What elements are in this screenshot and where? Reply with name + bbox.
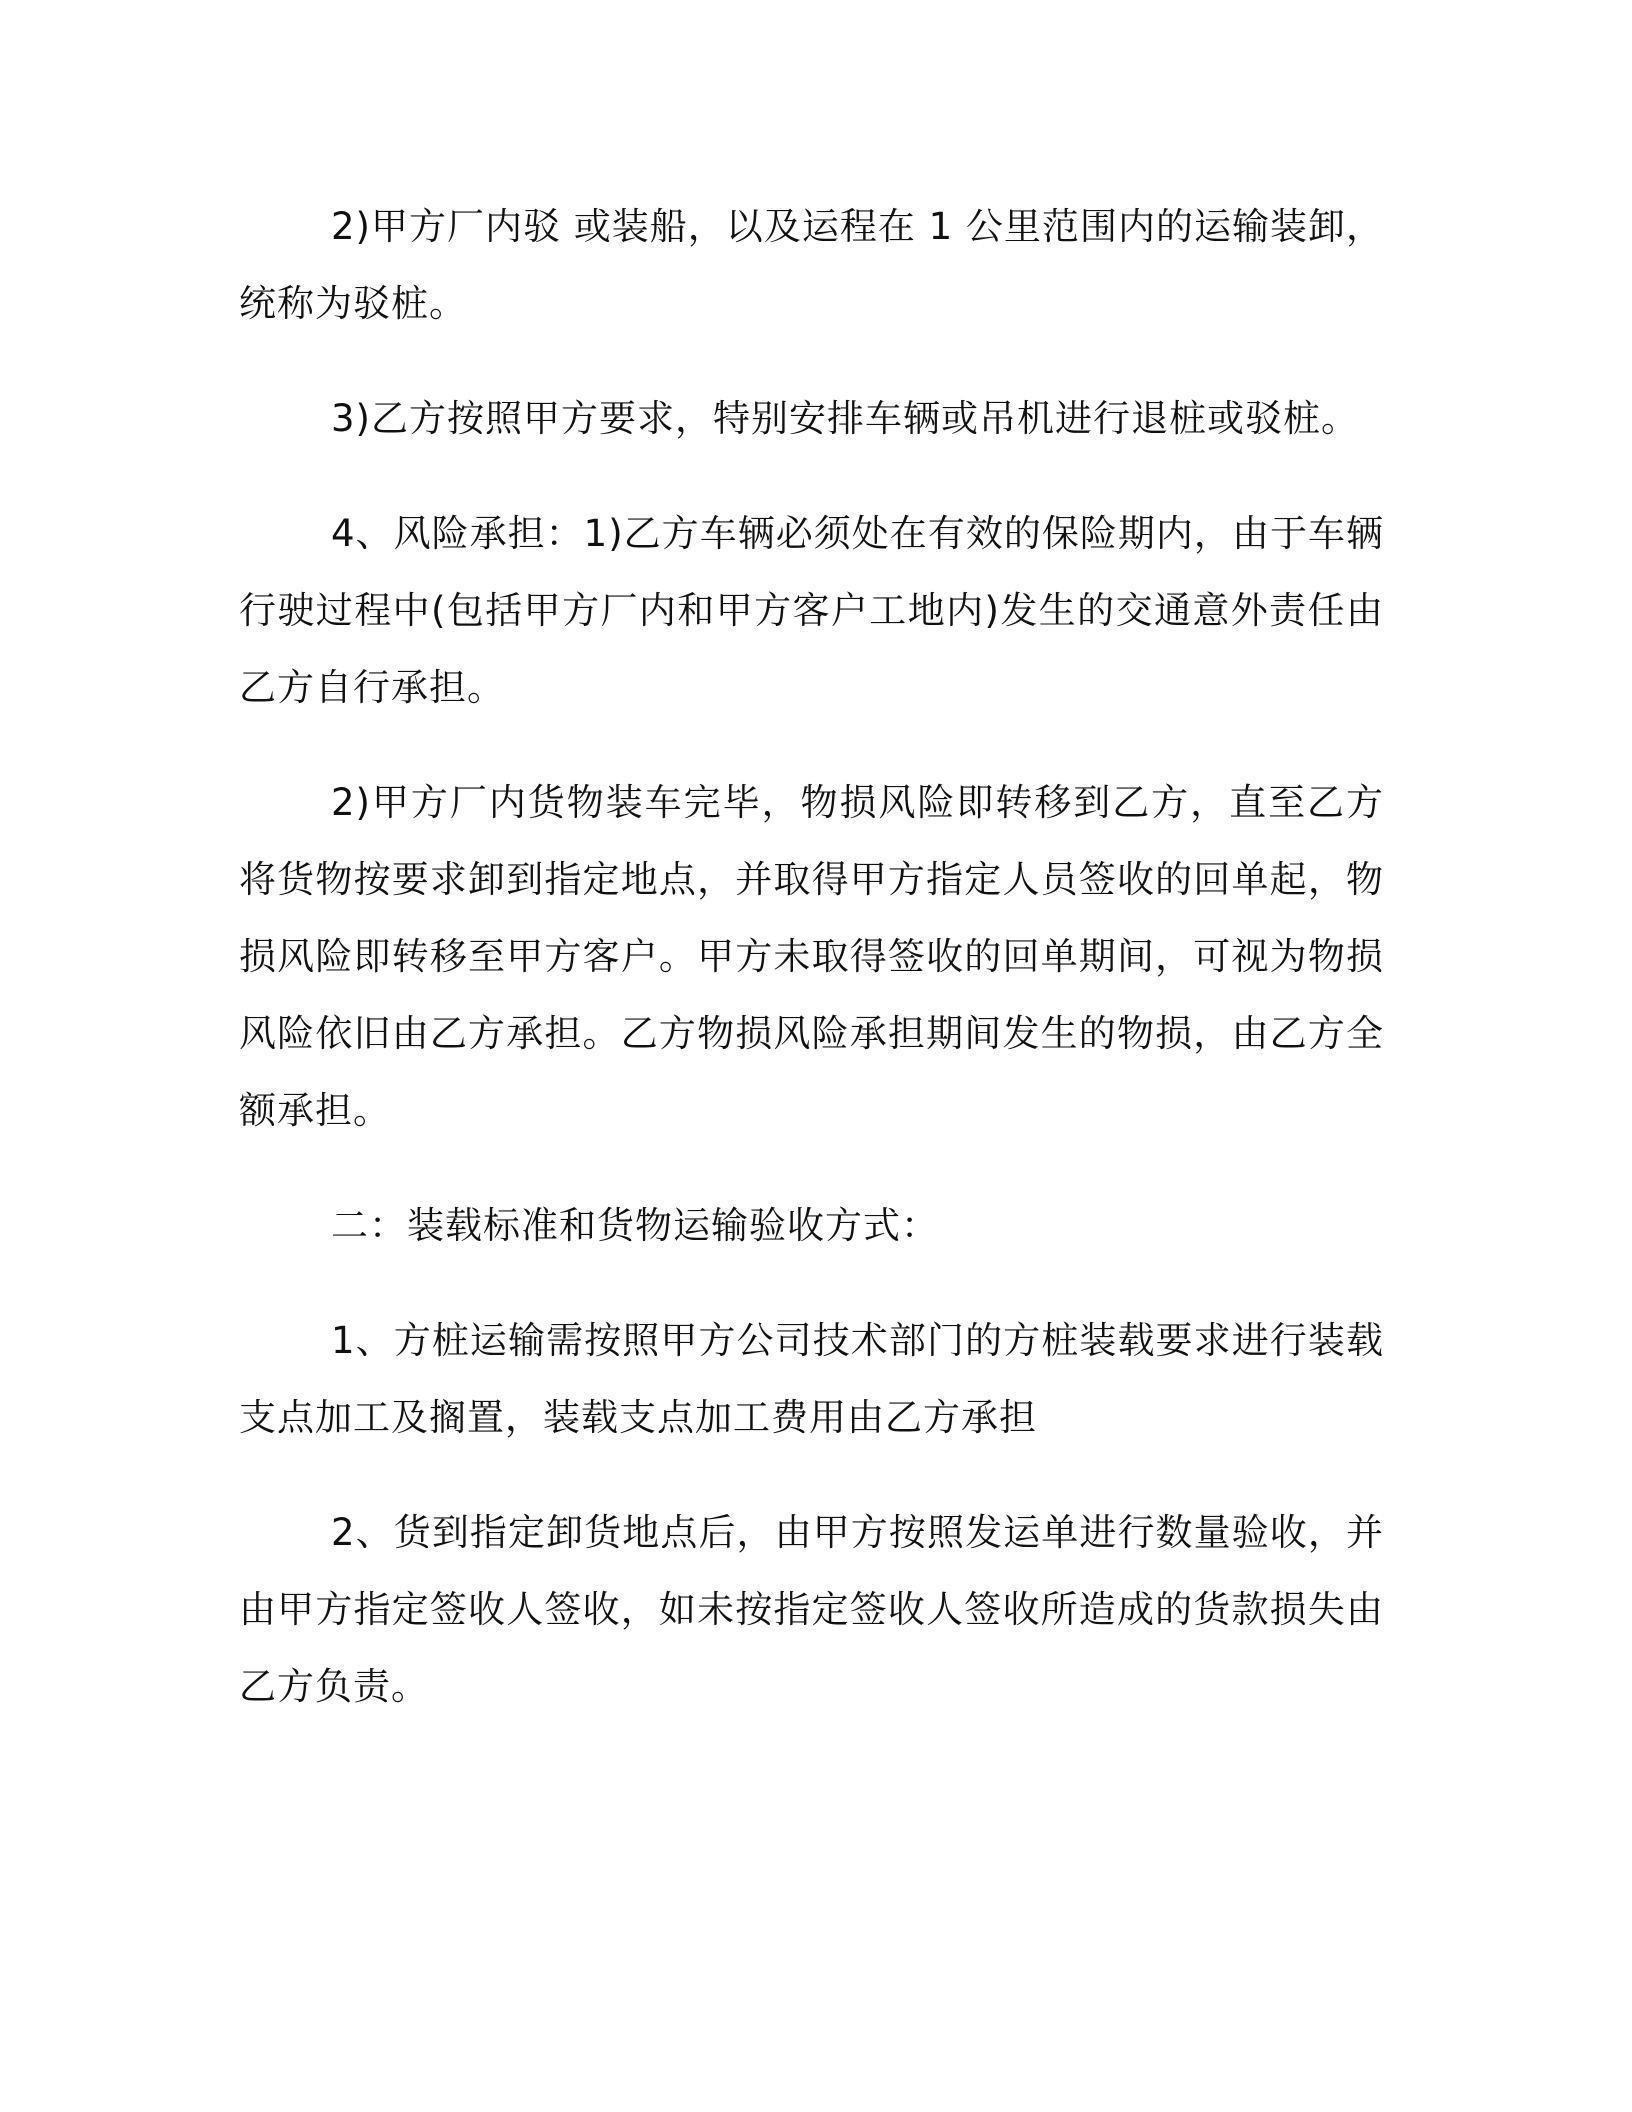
paragraph-loading-requirements: 1、方桩运输需按照甲方公司技术部门的方桩装载要求进行装载支点加工及搁置，装载支点加工费用由乙方承担 [239,1319,1384,1439]
paragraph-special-arrangement: 3)乙方按照甲方要求，特别安排车辆或吊机进行退桩或驳桩。 [331,397,1359,440]
paragraph-risk-vehicle: 4、风险承担：1)乙方车辆必须处在有效的保险期内，由于车辆行驶过程中(包括甲方厂内和甲方客户工地内)发生的交通意外责任由乙方自行承担。 [239,512,1384,709]
paragraph-transfer-definition: 2)甲方厂内驳 或装船，以及运程在 1 公里范围内的运输装卸，统称为驳桩。 [239,205,1384,325]
paragraph-delivery-acceptance: 2、货到指定卸货地点后，由甲方按照发运单进行数量验收，并由甲方指定签收人签收，如未按指定签收人签收所造成的货款损失由乙方负责。 [239,1511,1384,1708]
paragraph-risk-goods: 2)甲方厂内货物装车完毕，物损风险即转移到乙方，直至乙方将货物按要求卸到指定地点，并取得甲方指定人员签收的回单起，物损风险即转移至甲方客户。甲方未取得签收的回单期间，可视为物损风险依旧由乙方承担。乙方物损风险承担期间发生的物损，由乙方全额承担。 [239,781,1384,1132]
section-heading-loading-standard: 二：装载标准和货物运输验收方式： [331,1204,939,1247]
document-body [239,188,1384,1763]
